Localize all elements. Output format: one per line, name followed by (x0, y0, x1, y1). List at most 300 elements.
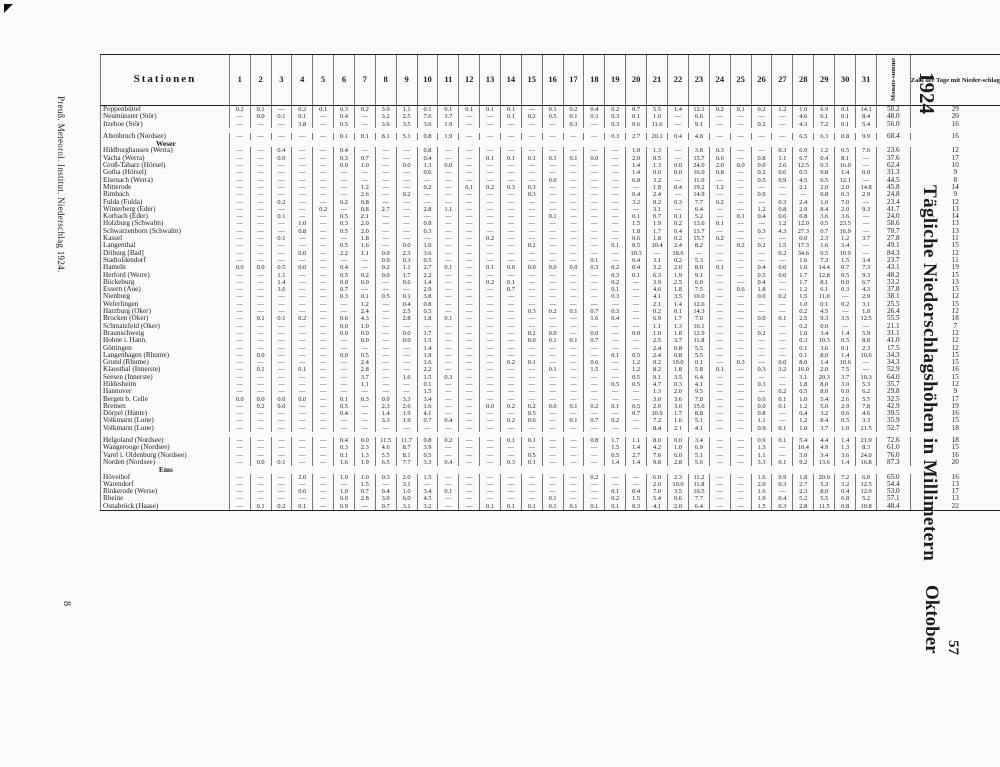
table-row (101, 250, 1000, 257)
rain-day-count: 14 (910, 184, 1000, 191)
header-day-8: 8 (375, 55, 396, 106)
header-stations: Stationen (101, 55, 230, 106)
day-value: — (772, 444, 793, 451)
day-value: — (856, 177, 877, 184)
day-value: — (250, 381, 271, 388)
day-value: — (313, 495, 334, 502)
table-row (101, 359, 1000, 366)
day-value: — (250, 272, 271, 279)
day-value: — (730, 459, 751, 466)
day-value: — (500, 381, 521, 388)
day-value: — (772, 374, 793, 381)
day-value: — (438, 503, 459, 511)
day-value: — (313, 323, 334, 330)
day-value: — (730, 199, 751, 206)
day-value: 1.5 (626, 220, 647, 227)
day-value: 0.5 (334, 213, 355, 220)
day-value: — (730, 169, 751, 176)
day-value: 1.2 (814, 147, 835, 154)
day-value: 2.0 (835, 206, 856, 213)
day-value: 20.3 (814, 374, 835, 381)
day-value: — (542, 481, 563, 488)
table-row (101, 279, 1000, 286)
day-value: — (438, 235, 459, 242)
day-value: — (709, 459, 730, 466)
day-value: — (521, 315, 542, 322)
table-row (101, 191, 1000, 198)
day-value: — (542, 381, 563, 388)
day-value: — (271, 206, 292, 213)
day-value: — (772, 257, 793, 264)
day-value: — (313, 191, 334, 198)
day-value: — (459, 437, 480, 444)
day-value: — (271, 359, 292, 366)
day-value: 0.1 (563, 155, 584, 162)
day-value: — (459, 474, 480, 481)
day-value: — (584, 345, 605, 352)
table-row (101, 323, 1000, 330)
day-value: 0.0 (292, 250, 313, 257)
day-value: 0.8 (751, 155, 772, 162)
day-value: — (709, 381, 730, 388)
day-value: 0.7 (835, 264, 856, 271)
day-value: — (584, 425, 605, 432)
day-value: 2.4 (354, 308, 375, 315)
day-value: 0.1 (500, 106, 521, 114)
day-value: 3.6 (417, 121, 438, 128)
day-value: — (521, 106, 542, 114)
day-value: 3.7 (856, 235, 877, 242)
day-value: — (563, 366, 584, 373)
day-value: 2.3 (814, 235, 835, 242)
day-value: 6.1 (814, 113, 835, 120)
day-value: — (542, 437, 563, 444)
day-value: 0.5 (334, 272, 355, 279)
day-value: 7.2 (647, 417, 668, 424)
day-value: 0.7 (626, 106, 647, 114)
day-value: — (480, 444, 501, 451)
day-value: 0.2 (271, 503, 292, 511)
day-value: 12.1 (835, 177, 856, 184)
station-name: Neumünster (Stör) (101, 113, 230, 120)
day-value: 0.2 (835, 301, 856, 308)
day-value: — (229, 162, 250, 169)
day-value: — (480, 410, 501, 417)
day-value: 0.7 (375, 503, 396, 511)
day-value: 0.0 (814, 323, 835, 330)
day-value: 0.4 (605, 315, 626, 322)
day-value: 1.5 (354, 481, 375, 488)
day-value: — (375, 481, 396, 488)
day-value: — (626, 396, 647, 403)
day-value: — (730, 366, 751, 373)
day-value: — (563, 220, 584, 227)
day-value: 3.6 (417, 250, 438, 257)
rain-day-count: 15 (910, 417, 1000, 424)
day-value: 1.3 (647, 147, 668, 154)
day-value: — (563, 315, 584, 322)
day-value: — (250, 417, 271, 424)
day-value: 1.0 (354, 323, 375, 330)
day-value: — (396, 352, 417, 359)
day-value: — (417, 191, 438, 198)
day-value: — (563, 410, 584, 417)
day-value: — (563, 235, 584, 242)
day-value: — (229, 250, 250, 257)
day-value: 5.3 (814, 481, 835, 488)
rain-day-count: 12 (910, 250, 1000, 257)
day-value: 0.1 (500, 155, 521, 162)
day-value: 0.3 (709, 147, 730, 154)
day-value: — (459, 444, 480, 451)
day-value: 1.0 (626, 147, 647, 154)
day-value: 0.0 (334, 323, 355, 330)
day-value: — (250, 488, 271, 495)
rain-day-count: 16 (910, 410, 1000, 417)
header-day-17: 17 (563, 55, 584, 106)
day-value: 3.0 (647, 396, 668, 403)
header-day-31: 31 (856, 55, 877, 106)
day-value: 2.0 (626, 155, 647, 162)
day-value: 0.1 (542, 366, 563, 373)
day-value: — (396, 425, 417, 432)
day-value: 5.4 (814, 396, 835, 403)
day-value: 0.8 (709, 169, 730, 176)
day-value: 0.6 (417, 169, 438, 176)
table-row (101, 228, 1000, 235)
day-value: — (271, 301, 292, 308)
day-value: — (772, 417, 793, 424)
day-value: 14.9 (688, 191, 709, 198)
day-value: 0.0 (250, 459, 271, 466)
day-value: — (292, 206, 313, 213)
day-value: 3.0 (835, 381, 856, 388)
day-value: — (500, 452, 521, 459)
day-value: — (709, 481, 730, 488)
day-value: 1.1 (354, 250, 375, 257)
day-value: 1.4 (626, 169, 647, 176)
monthly-sum: 58.6 (877, 220, 910, 227)
day-value: 0.1 (688, 359, 709, 366)
day-value: — (438, 228, 459, 235)
day-value: — (500, 345, 521, 352)
day-value: 0.0 (354, 279, 375, 286)
day-value: 5.5 (856, 396, 877, 403)
day-value: — (480, 388, 501, 395)
day-value: — (313, 437, 334, 444)
day-value: 20.0 (814, 474, 835, 481)
day-value: — (459, 495, 480, 502)
day-value: — (229, 293, 250, 300)
day-value: — (668, 121, 689, 128)
header-day-5: 5 (313, 55, 334, 106)
monthly-sum: 57.1 (877, 495, 910, 502)
day-value: — (521, 213, 542, 220)
day-value: 0.8 (584, 437, 605, 444)
day-value: — (396, 381, 417, 388)
day-value: — (375, 301, 396, 308)
day-value: — (626, 184, 647, 191)
day-value: 12.5 (793, 162, 814, 169)
day-value: 6.6 (688, 113, 709, 120)
day-value: — (542, 147, 563, 154)
day-value: — (250, 121, 271, 128)
day-value: 8.0 (814, 488, 835, 495)
station-name: Poppenbüttel (101, 106, 230, 114)
day-value: — (459, 235, 480, 242)
rain-day-count: 16 (910, 133, 1000, 140)
station-name: Dörpel (Hunte) (101, 410, 230, 417)
day-value: 0.6 (709, 155, 730, 162)
day-value: 0.1 (417, 381, 438, 388)
day-value: 0.3 (751, 366, 772, 373)
day-value: — (730, 191, 751, 198)
day-value: 0.3 (730, 359, 751, 366)
day-value: — (396, 345, 417, 352)
day-value: — (271, 169, 292, 176)
day-value: 3.1 (396, 481, 417, 488)
day-value: — (668, 206, 689, 213)
day-value: — (709, 330, 730, 337)
day-value: 3.6 (814, 345, 835, 352)
day-value: — (730, 345, 751, 352)
monthly-sum: 25.5 (877, 301, 910, 308)
day-value: 0.1 (605, 286, 626, 293)
day-value: 0.5 (626, 403, 647, 410)
day-value: — (438, 345, 459, 352)
day-value: 0.0 (334, 495, 355, 502)
day-value: — (292, 337, 313, 344)
day-value: 0.0 (354, 330, 375, 337)
day-value: 12.6 (688, 301, 709, 308)
day-value: 7.8 (856, 403, 877, 410)
day-value: 0.2 (709, 235, 730, 242)
day-value: — (563, 345, 584, 352)
table-row (101, 264, 1000, 271)
day-value: — (709, 272, 730, 279)
day-value: 9.1 (688, 121, 709, 128)
day-value: 0.0 (751, 315, 772, 322)
day-value: 0.1 (563, 113, 584, 120)
day-value: — (313, 345, 334, 352)
day-value: — (709, 213, 730, 220)
day-value: — (605, 184, 626, 191)
day-value: — (709, 374, 730, 381)
day-value: 0.1 (626, 113, 647, 120)
day-value: 0.7 (647, 213, 668, 220)
day-value: — (480, 437, 501, 444)
day-value: 9.9 (856, 133, 877, 140)
day-value: — (584, 242, 605, 249)
day-value: — (229, 199, 250, 206)
day-value: — (250, 495, 271, 502)
day-value: 1.1 (438, 206, 459, 213)
station-name: Gotha (Hörsel) (101, 169, 230, 176)
rain-day-count: 22 (910, 503, 1000, 511)
day-value: 0.5 (835, 337, 856, 344)
day-value: — (542, 272, 563, 279)
day-value: 0.4 (438, 459, 459, 466)
table-row (101, 308, 1000, 315)
day-value: 0.3 (584, 113, 605, 120)
day-value: 0.6 (730, 286, 751, 293)
day-value: — (772, 452, 793, 459)
day-value: 0.1 (835, 113, 856, 120)
day-value: 0.0 (835, 279, 856, 286)
day-value: 4.5 (814, 308, 835, 315)
day-value: — (542, 199, 563, 206)
day-value: — (772, 330, 793, 337)
header-day-16: 16 (542, 55, 563, 106)
monthly-sum: 31.3 (877, 169, 910, 176)
day-value: — (438, 481, 459, 488)
day-value: — (605, 250, 626, 257)
rain-day-count: 15 (910, 374, 1000, 381)
day-value: 0.0 (354, 437, 375, 444)
day-value: 6.5 (793, 133, 814, 140)
day-value: — (521, 425, 542, 432)
day-value: 2.6 (835, 396, 856, 403)
day-value: — (292, 345, 313, 352)
day-value: — (313, 366, 334, 373)
day-value: — (605, 155, 626, 162)
day-value: — (480, 272, 501, 279)
day-value: 0.5 (835, 417, 856, 424)
day-value: — (563, 452, 584, 459)
header-day-10: 10 (417, 55, 438, 106)
station-name: Langenhagen (Rhume) (101, 352, 230, 359)
day-value: — (292, 459, 313, 466)
day-value: — (292, 444, 313, 451)
station-name: Mitterode (101, 184, 230, 191)
day-value: 1.8 (647, 235, 668, 242)
day-value: 0.2 (521, 113, 542, 120)
day-value: — (313, 272, 334, 279)
day-value: 5.5 (688, 345, 709, 352)
header-day-29: 29 (814, 55, 835, 106)
day-value: 0.1 (542, 337, 563, 344)
day-value: — (334, 184, 355, 191)
day-value: 0.1 (480, 155, 501, 162)
day-value: — (271, 228, 292, 235)
day-value: 1.4 (626, 162, 647, 169)
day-value: — (334, 481, 355, 488)
day-value: — (480, 169, 501, 176)
day-value: 4.1 (417, 410, 438, 417)
day-value: 2.7 (626, 133, 647, 140)
day-value: — (480, 474, 501, 481)
precipitation-table (100, 54, 1000, 511)
day-value: — (250, 388, 271, 395)
day-value: — (793, 191, 814, 198)
day-value: — (856, 323, 877, 330)
day-value: — (563, 133, 584, 140)
day-value: 13.6 (814, 459, 835, 466)
day-value: 0.1 (793, 352, 814, 359)
day-value: — (500, 495, 521, 502)
day-value: — (542, 220, 563, 227)
table-row (101, 503, 1000, 511)
day-value: — (229, 359, 250, 366)
monthly-sum: 42.9 (877, 403, 910, 410)
table-row (101, 213, 1000, 220)
day-value: 1.0 (417, 242, 438, 249)
day-value: 1.4 (668, 301, 689, 308)
day-value: 1.2 (626, 366, 647, 373)
day-value: — (500, 366, 521, 373)
day-value: 5.5 (688, 352, 709, 359)
table-row (101, 352, 1000, 359)
day-value: — (313, 308, 334, 315)
day-value: 19.2 (688, 184, 709, 191)
day-value: — (542, 488, 563, 495)
day-value: — (375, 279, 396, 286)
day-value: — (480, 337, 501, 344)
day-value: 0.3 (354, 396, 375, 403)
day-value: — (334, 417, 355, 424)
day-value: — (459, 481, 480, 488)
day-value: — (292, 308, 313, 315)
day-value: 0.7 (354, 488, 375, 495)
day-value: — (856, 213, 877, 220)
day-value: 0.3 (584, 264, 605, 271)
table-row (101, 315, 1000, 322)
day-value: 0.4 (334, 437, 355, 444)
table-row (101, 495, 1000, 502)
day-value: 8.3 (856, 444, 877, 451)
header-day-14: 14 (500, 55, 521, 106)
day-value: 1.9 (668, 272, 689, 279)
day-value: — (354, 257, 375, 264)
day-value: — (563, 481, 584, 488)
day-value: 0.8 (835, 133, 856, 140)
day-value: 4.3 (354, 315, 375, 322)
day-value: — (271, 444, 292, 451)
day-value: 0.8 (668, 345, 689, 352)
day-value: 1.4 (835, 352, 856, 359)
day-value: — (354, 169, 375, 176)
day-value: 0.3 (334, 293, 355, 300)
day-value: 3.2 (772, 366, 793, 373)
monthly-sum: 61.0 (877, 444, 910, 451)
day-value: — (250, 286, 271, 293)
day-value: — (709, 206, 730, 213)
day-value: 1.8 (793, 474, 814, 481)
day-value: — (542, 417, 563, 424)
day-value: 1.7 (417, 330, 438, 337)
day-value: — (313, 425, 334, 432)
rain-day-count: 15 (910, 444, 1000, 451)
day-value: — (730, 481, 751, 488)
day-value: 2.1 (647, 301, 668, 308)
day-value: — (730, 410, 751, 417)
station-name: Rheine (101, 495, 230, 502)
day-value: 0.1 (292, 366, 313, 373)
station-name: Volkmarst (Lune) (101, 417, 230, 424)
monthly-sum: 21.1 (877, 323, 910, 330)
day-value: — (500, 315, 521, 322)
day-value: 7.0 (835, 199, 856, 206)
table-row (101, 169, 1000, 176)
table-row (101, 301, 1000, 308)
header-day-28: 28 (793, 55, 814, 106)
day-value: — (229, 381, 250, 388)
table-row (101, 206, 1000, 213)
day-value: — (500, 121, 521, 128)
day-value: — (229, 323, 250, 330)
day-value: 2.2 (417, 272, 438, 279)
day-value: 1.5 (417, 374, 438, 381)
